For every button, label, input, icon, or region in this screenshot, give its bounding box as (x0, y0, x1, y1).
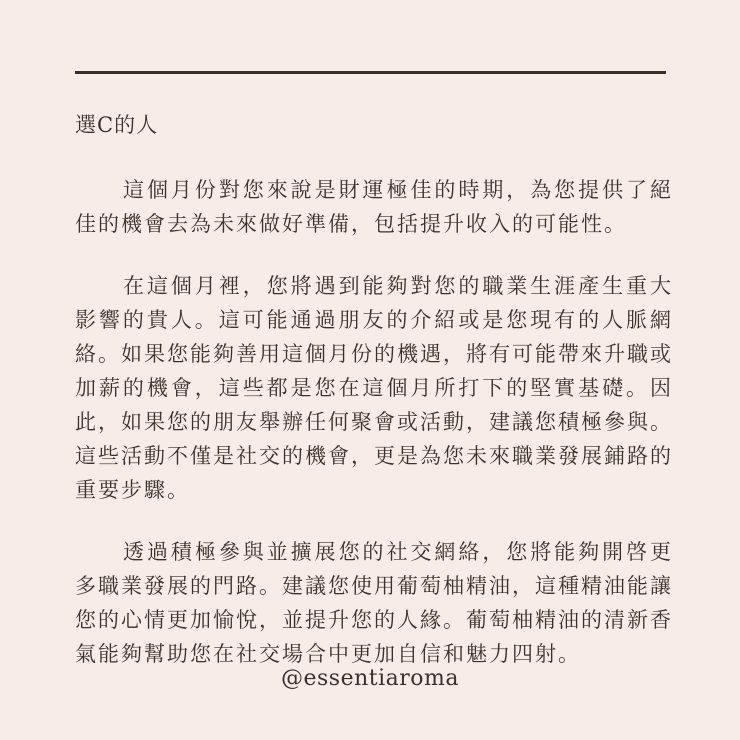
top-divider (75, 71, 666, 74)
paragraph-1: 這個月份對您來說是財運極佳的時期，為您提供了絕佳的機會去為未來做好準備，包括提升收入的可能性。 (75, 178, 673, 236)
paragraph-3: 透過積極參與並擴展您的社交網絡，您將能夠開啓更多職業發展的門路。建議您使用葡萄柚精油，這種精油能讓您的心情更加愉悅，並提升您的人緣。葡萄柚精油的清新香氣能夠幫助您在社交場合中更加自信和魅力四射。 (75, 540, 673, 666)
body-text (75, 173, 673, 699)
paragraph-2: 在這個月裡，您將遇到能夠對您的職業生涯產生重大影響的貴人。這可能通過朋友的介紹或是您現有的人脈網絡。如果您能夠善用這個月份的機遇，將有可能帶來升職或加薪的機會，這些都是您在這個月所打下的堅實基礎。因此，如果您的朋友舉辦任何聚會或活動，建議您積極參與。這些活動不僅是社交的機會，更是為您未來職業發展鋪路的重要步驟。 (75, 274, 673, 502)
account-handle: @essentiaroma (280, 666, 460, 691)
section-heading: 選C的人 (75, 113, 159, 137)
